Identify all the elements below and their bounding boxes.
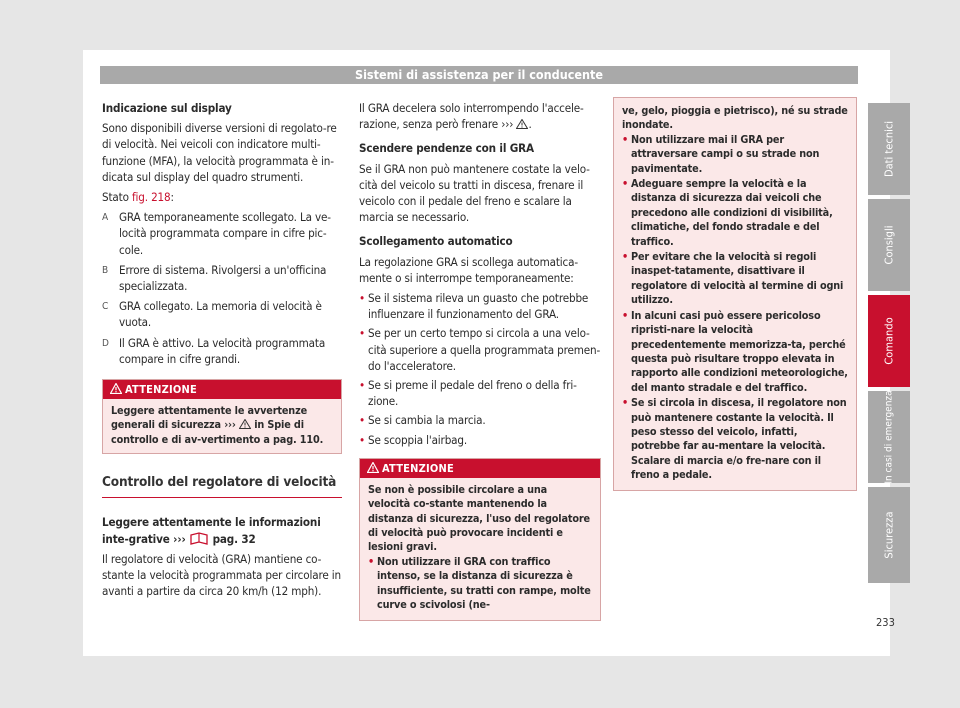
bullet-icon: • <box>622 250 629 264</box>
bullet-item: • Adeguare sempre la velocità e la distanza di sicurezza dai veicoli che precedono alle condizioni di visibilità, climatiche, del fondo stradale e del traffico. <box>622 177 833 248</box>
bullet-item: • Se si preme il pedale del freno o della fri-zione. <box>359 378 577 409</box>
page-number: 233 <box>876 616 895 629</box>
state-letter: A <box>102 212 109 224</box>
book-icon <box>189 532 209 545</box>
state-letter: D <box>102 337 109 349</box>
warning-box-1 <box>102 379 342 454</box>
bullet-icon: • <box>359 291 366 306</box>
state-letter: B <box>102 264 109 276</box>
page-header: Sistemi di assistenza per il conducente <box>100 66 858 84</box>
tab-consigli[interactable]: Consigli <box>868 199 910 291</box>
state-item <box>102 298 342 330</box>
warning-header: ATTENZIONE <box>103 380 341 399</box>
tab-dati-tecnici[interactable]: Dati tecnici <box>868 103 910 195</box>
bullet-icon: • <box>359 432 366 447</box>
stato-line: Stato fig. 218: <box>102 190 174 205</box>
bullet-item: • Se si circola in discesa, il regolatore non può mantenere costante la velocità. Il peso stesso del veicolo, infatti, potrebbe far au-mentare la velocità. Scalare di marcia e/o fre-nare con il freno a pedale. <box>622 396 847 482</box>
state-item <box>102 262 342 294</box>
state-item <box>102 209 342 258</box>
warning-header: ATTENZIONE <box>360 459 600 478</box>
warning-body: Se non è possibile circolare a una velocità co-stante mantenendo la distanza di sicurezza, l'uso del regolatore di velocità può provocare incidenti e lesioni gravi. • Non utilizzare il GRA con traffico intenso, se la distanza di sicurezza è insufficiente, su tratti con rampe, molte curve o scivolosi (ne- <box>368 482 591 612</box>
descent-heading: Scendere pendenze con il GRA <box>359 141 534 156</box>
warning-triangle-icon <box>367 462 379 473</box>
figure-link[interactable]: fig. 218 <box>132 190 171 205</box>
warning-body: Leggere attentamente le avvertenze generali di sicurezza ››› in Spie di controllo e di av-vertimento a pag. 110. <box>111 404 324 446</box>
bullet-item: • Se il sistema rileva un guasto che potrebbe influenzare il funzionamento del GRA. <box>359 291 589 322</box>
display-heading: Indicazione sul display <box>102 101 232 115</box>
bullet-item: • In alcuni casi può essere pericoloso ripristi-nare la velocità precedentemente memorizza-ta, perché questa può risultare troppo elevata in rapporto alle condizioni meteorologiche, del manto stradale e del traffico. <box>622 308 848 394</box>
state-text: Il GRA è attivo. La velocità programmata compare in cifre grandi. <box>119 335 326 366</box>
bullet-icon: • <box>622 132 629 146</box>
column-2 <box>359 100 601 621</box>
tab-comando[interactable]: Comando <box>868 295 910 387</box>
descent-paragraph: Se il GRA non può mantenere costate la velo-cità del veicolo su tratti in discesa, frenare il veicolo con il pedale del freno e scalare la marcia se necessario. <box>359 161 590 225</box>
tab-emergenza[interactable]: In casi di emergenza <box>868 391 910 483</box>
gra-decel-paragraph: Il GRA decelera solo interrompendo l'accele-razione, senza però frenare ››› . <box>359 101 584 132</box>
state-text: GRA collegato. La memoria di velocità è vuota. <box>119 299 322 330</box>
column-3 <box>613 97 857 491</box>
bullet-item: • Non utilizzare mai il GRA per attraversare campi o su strade non pavimentate. <box>622 132 820 175</box>
stato-label: Stato <box>102 190 129 205</box>
bullet-item: • Non utilizzare il GRA con traffico intenso, se la distanza di sicurezza è insufficiente, su tratti con rampe, molte curve o scivolosi (ne- <box>368 554 591 612</box>
warning-body: ve, gelo, pioggia e pietrisco), né su strade inondate. • Non utilizzare mai il GRA per attraversare campi o su strade non pavimentate. • Adeguare sempre la velocità e la distanza di sicurezza dai veicoli che precedono alle condizioni di visibilità, climatiche, del fondo stradale e del traffico. • Per evitare che la velocità si regoli inaspet-tatamente, disattivare il regolatore di velocità al termine di ogni utilizzo. • In alcuni casi può essere pericoloso ripristi-nare la velocità precedentemente memorizza-ta, perché questa può risultare troppo elevata in rapporto alle condizioni meteorologiche, del manto stradale e del traffico. • Se si circola in discesa, il regolatore non può mantenere costante la velocità. Il peso stesso del veicolo, infatti, potrebbe far au-mentare la velocità. Scalare di marcia e/o fre-nare con il freno a pedale. <box>622 104 848 482</box>
gra-paragraph: Il regolatore di velocità (GRA) mantiene co-stante la velocità programmata per circolare in avanti a partire da circa 20 km/h (12 mph). <box>102 551 342 599</box>
section-heading: Controllo del regolatore di velocità <box>102 474 342 498</box>
warning-box-continued <box>613 97 857 491</box>
bullet-icon: • <box>368 554 375 568</box>
bullet-item: • Se scoppia l'airbag. <box>359 432 468 447</box>
state-item <box>102 335 342 367</box>
warning-triangle-icon <box>516 119 528 129</box>
auto-disconnect-paragraph: La regolazione GRA si scollega automatica-mente o si interrompe temporaneamente: <box>359 254 578 285</box>
state-text: GRA temporaneamente scollegato. La ve-locità programmata compare in cifre pic-cole. <box>119 210 331 257</box>
bullet-icon: • <box>359 326 366 341</box>
warning-triangle-icon <box>239 419 251 429</box>
auto-disconnect-heading: Scollegamento automatico <box>359 234 513 249</box>
state-letter: C <box>102 301 109 313</box>
bullet-item: • Se per un certo tempo si circola a una velo-cità superiore a quella programmata premen-do l'acceleratore. <box>359 326 601 373</box>
bullet-icon: • <box>622 308 629 322</box>
bullet-item: • Se si cambia la marcia. <box>359 413 486 428</box>
page-link[interactable]: pag. 32 <box>212 531 256 546</box>
bullet-icon: • <box>622 177 629 191</box>
disconnect-bullet-list <box>359 290 601 448</box>
warning-box-2 <box>359 458 601 621</box>
state-list <box>102 209 342 367</box>
warning-triangle-icon <box>110 383 122 394</box>
tab-sicurezza[interactable]: Sicurezza <box>868 487 910 583</box>
state-text: Errore di sistema. Rivolgersi a un'officina specializzata. <box>119 262 327 294</box>
read-note: Leggere attentamente le informazioni inte-grative ››› pag. 32 <box>102 515 321 546</box>
column-1 <box>102 100 342 603</box>
bullet-icon: • <box>359 413 366 428</box>
display-intro: Sono disponibili diverse versioni di regolato-re di velocità. Nei veicoli con indicatore multi-funzione (MFA), la velocità programmata è in-dicata sul display del quadro strumenti. <box>102 121 337 184</box>
bullet-icon: • <box>622 396 629 410</box>
bullet-icon: • <box>359 378 366 393</box>
bullet-item: • Per evitare che la velocità si regoli inaspet-tatamente, disattivare il regolatore di velocità al termine di ogni utilizzo. <box>622 250 844 307</box>
